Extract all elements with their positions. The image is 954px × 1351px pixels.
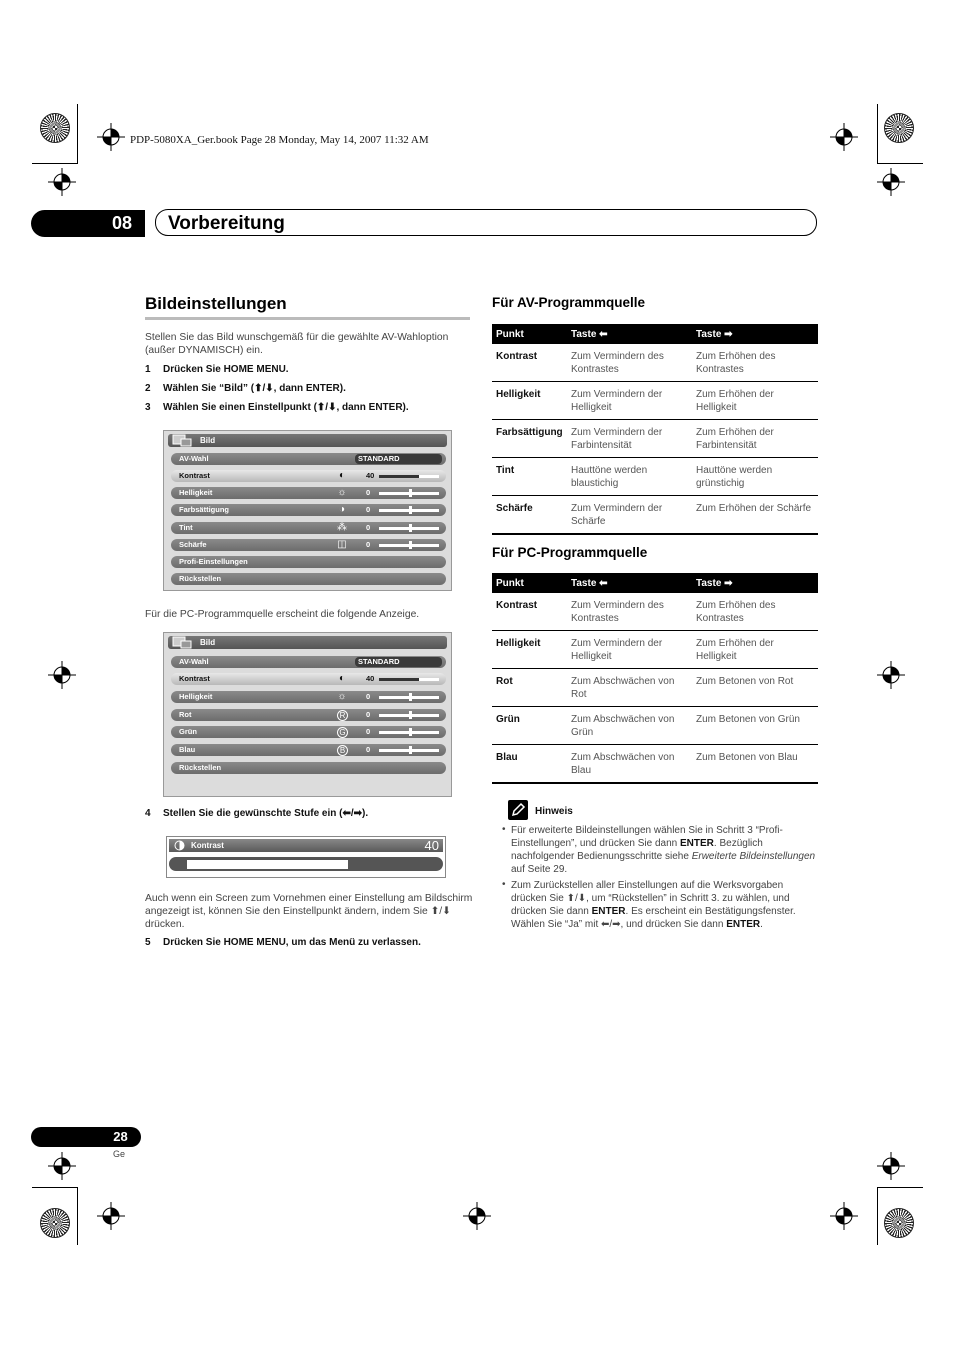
osd-level-bar [379,492,439,495]
osd-menu-item-label: Grün [179,727,197,736]
table-av-title: Für AV-Programmquelle [492,295,646,310]
osd-item-value: 0 [366,488,371,497]
note-title: Hinweis [535,806,573,817]
osd-menu-item[interactable] [171,556,446,568]
table-cell: Zum Vermindern der Farbintensität [567,420,692,458]
table-cell: Zum Erhöhen der Farbintensität [692,420,818,458]
step-4: 4 Stellen Sie die gewünschte Stufe ein (⬅/➡). [145,808,369,819]
osd-menu-item[interactable] [171,573,446,585]
step-5: 5 Drücken Sie HOME MENU, um das Menü zu verlassen. [145,937,421,948]
bullet: • [502,824,506,835]
osd-item-value: 0 [366,505,371,514]
osd-menu-item-label: AV-Wahl [179,454,209,463]
table-header-cell: Taste ⬅ [567,573,692,593]
osd-menu-item-label: Rückstellen [179,763,222,772]
osd-level-bar [379,544,439,547]
chapter-number: 08 [111,213,133,233]
table-cell: Zum Erhöhen der Schärfe [692,496,818,535]
table-row [492,382,818,420]
osd-menu-item-label: Blau [179,745,196,754]
table-cell: Grün [492,707,567,745]
registration-rosette-icon [884,113,914,143]
contrast-adjust-screen [166,836,446,878]
osd-menu-item[interactable] [171,656,446,668]
osd-value-text: STANDARD [358,657,400,666]
table-cell: Rot [492,669,567,707]
osd-item-icon: G [337,727,348,738]
osd-level-fill [379,475,419,478]
osd-item-icon: ◐ [338,470,346,481]
table-row [492,707,818,745]
table-cell: Helligkeit [492,631,567,669]
crosshair-icon [48,168,76,196]
table-cell: Hauttöne werden grünstichig [692,458,818,496]
contrast-adjust-header [169,839,443,852]
contrast-slider-track[interactable] [169,857,443,871]
osd-level-bar [379,696,439,699]
osd-menu-item-label: Rot [179,710,192,719]
contrast-icon [174,840,185,851]
table-header-cell: Punkt [492,573,567,593]
step-1: 1 Drücken Sie HOME MENU. [145,364,289,375]
crosshair-icon [830,1202,858,1230]
osd-item-icon: ⁂ [337,522,347,533]
osd-menu-header [168,434,447,447]
table-row [492,344,818,382]
osd-item-value: 0 [366,523,371,532]
chapter-title: Vorbereitung [168,213,285,234]
intro-text: Stellen Sie das Bild wunschgemäß für die gewählte AV-Wahloption (außer DYNAMISCH) ein. [145,332,449,356]
osd-menu-item[interactable] [171,744,446,756]
table-av [492,324,818,535]
table-cell: Zum Vermindern der Helligkeit [567,631,692,669]
osd-menu-item-label: Schärfe [179,540,207,549]
contrast-adjust-label: Kontrast [191,841,224,850]
osd-menu-item[interactable] [171,762,446,774]
osd-menu-title: Bild [200,436,216,445]
table-cell: Hauttöne werden blaustichig [567,458,692,496]
table-row [492,496,818,535]
table-cell: Kontrast [492,593,567,631]
osd-menu-item-label: Farbsättigung [179,505,229,514]
osd-item-icon: ◐ [338,673,346,684]
table-cell: Farbsättigung [492,420,567,458]
crosshair-icon [48,661,76,689]
osd-menu-pc [163,632,452,797]
crosshair-icon [97,123,125,151]
crosshair-icon [48,1152,76,1180]
table-cell: Kontrast [492,344,567,382]
osd-menu-item-label: Helligkeit [179,692,213,701]
table-cell: Tint [492,458,567,496]
table-header-cell: Taste ➡ [692,324,818,344]
osd-item-value: 0 [366,745,371,754]
osd-level-bar [379,714,439,717]
osd-menu-title: Bild [200,638,216,647]
crosshair-icon [877,661,905,689]
osd-menu-item-label: Kontrast [179,674,210,683]
bullet: • [502,879,506,890]
registration-rosette-icon [884,1208,914,1238]
table-header-cell: Punkt [492,324,567,344]
picture-menu-icon [171,636,193,649]
osd-menu-item[interactable] [171,539,446,551]
osd-level-bar [379,475,439,478]
table-cell: Zum Erhöhen des Kontrastes [692,593,818,631]
table-cell: Zum Abschwächen von Grün [567,707,692,745]
step-2: 2 Wählen Sie “Bild” (⬆/⬇, dann ENTER). [145,383,346,394]
table-cell: Schärfe [492,496,567,535]
osd-item-icon: ☼ [337,487,347,498]
table-pc-title: Für PC-Programmquelle [492,545,648,560]
osd-item-value: 0 [366,540,371,549]
osd-item-icon: ☼ [337,691,347,702]
osd-level-bar [379,678,439,681]
table-row [492,420,818,458]
table-pc [492,573,818,784]
osd-menu-item-label: Kontrast [179,471,210,480]
table-row [492,593,818,631]
osd-item-value: 0 [366,727,371,736]
osd-menu-item[interactable] [171,691,446,703]
osd-item-value: 0 [366,692,371,701]
note-item-2: Zum Zurückstellen aller Einstellungen auf die Werksvorgaben drücken Sie ⬆/⬇, um “Rückstellen” in Schritt 3. zu wählen, und drücken Sie dann ENTER. Es erscheint ein Bestätigungsfenster. Wählen Sie “Ja” mit ⬅/➡, und drücken Sie dann ENTER. [511,880,796,930]
osd-item-icon: ◑ [338,504,346,515]
table-cell: Zum Erhöhen der Helligkeit [692,382,818,420]
table-cell: Zum Betonen von Grün [692,707,818,745]
crosshair-icon [877,1152,905,1180]
table-header-cell: Taste ➡ [692,573,818,593]
osd-item-value: 40 [366,471,375,480]
osd-level-fill [379,678,419,681]
table-cell: Zum Vermindern des Kontrastes [567,344,692,382]
osd-item-value: 0 [366,710,371,719]
note-pencil-icon [508,800,528,820]
table-header-cell: Taste ⬅ [567,324,692,344]
page-number: 28 [113,1129,128,1144]
osd-item-value: 40 [366,674,375,683]
osd-item-icon: R [337,710,348,721]
registration-rosette-icon [40,1208,70,1238]
table-cell: Zum Erhöhen des Kontrastes [692,344,818,382]
book-info-line: PDP-5080XA_Ger.book Page 28 Monday, May 14, 2007 11:32 AM [130,134,429,146]
step-3: 3 Wählen Sie einen Einstellpunkt (⬆/⬇, dann ENTER). [145,402,409,413]
osd-menu-item-label: Profi-Einstellungen [179,557,248,566]
crosshair-icon [463,1202,491,1230]
table-cell: Zum Vermindern der Schärfe [567,496,692,535]
after-slider-text: Auch wenn ein Screen zum Vornehmen einer Einstellung am Bildschirm angezeigt ist, können Sie den Einstellpunkt ändern, indem Sie ⬆/⬇ drücken. [145,893,473,930]
section-title: Bildeinstellungen [145,294,287,313]
crosshair-icon [877,168,905,196]
osd-menu-item-label: Rückstellen [179,574,222,583]
section-rule [145,317,470,320]
contrast-slider-fill [187,860,348,869]
table-row [492,745,818,784]
osd-menu-item[interactable] [171,487,446,499]
table-row [492,458,818,496]
osd-menu-av [163,430,452,591]
osd-item-icon: ◫ [337,539,347,550]
table-cell: Zum Betonen von Blau [692,745,818,784]
page-language: Ge [113,1149,126,1159]
osd-level-bar [379,731,439,734]
osd-level-bar [379,527,439,530]
table-cell: Zum Abschwächen von Blau [567,745,692,784]
table-cell: Zum Vermindern des Kontrastes [567,593,692,631]
table-cell: Blau [492,745,567,784]
table-row [492,631,818,669]
table-cell: Zum Erhöhen der Helligkeit [692,631,818,669]
osd-menu-item[interactable] [171,504,446,516]
picture-menu-icon [171,434,193,447]
osd-menu-item[interactable] [171,709,446,721]
osd-level-bar [379,509,439,512]
osd-menu-item[interactable] [171,673,446,685]
osd-menu-item[interactable] [171,522,446,534]
osd-item-icon: B [337,745,348,756]
crosshair-icon [830,123,858,151]
osd-value-box [355,657,442,667]
osd-menu-header [168,636,447,649]
registration-rosette-icon [40,113,70,143]
osd-value-text: STANDARD [358,454,400,463]
osd-menu-item[interactable] [171,470,446,482]
crosshair-icon [97,1202,125,1230]
osd-menu-item-label: AV-Wahl [179,657,209,666]
osd-level-bar [379,749,439,752]
note-item-1: Für erweiterte Bildeinstellungen wählen Sie in Schritt 3 “Profi-Einstellungen”, und drücken Sie dann ENTER. Bezüglich nachfolgender Bedienungsschritte siehe Erweiterte Bildeinstellungen auf Seite 29. [511,825,816,875]
table-cell: Zum Vermindern der Helligkeit [567,382,692,420]
contrast-adjust-value: 40 [424,838,439,853]
table-row [492,669,818,707]
osd-menu-item[interactable] [171,726,446,738]
osd-menu-item-label: Helligkeit [179,488,213,497]
osd-menu-item-label: Tint [179,523,193,532]
pc-caption: Für die PC-Programmquelle erscheint die folgende Anzeige. [145,609,420,620]
osd-value-box [355,454,442,464]
table-cell: Zum Betonen von Rot [692,669,818,707]
osd-menu-item[interactable] [171,453,446,465]
table-cell: Zum Abschwächen von Rot [567,669,692,707]
table-cell: Helligkeit [492,382,567,420]
